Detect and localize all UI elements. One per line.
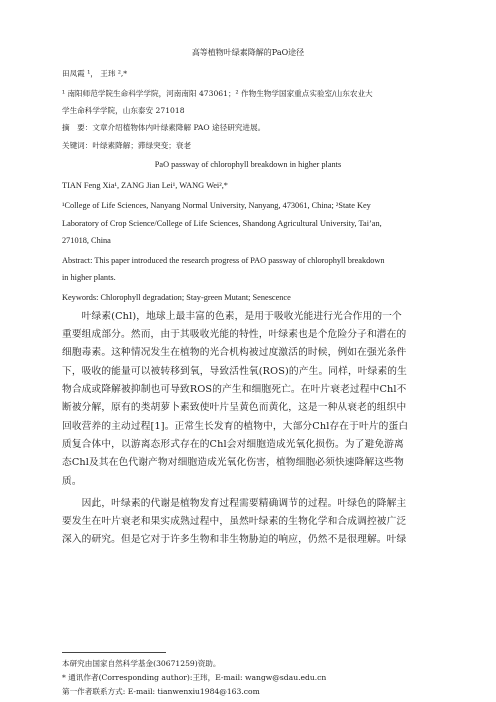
para1-line: 质复合体中，以游离态形式存在的Chl会对细胞造成光氧化损伤。为了避免游离 <box>62 439 404 450</box>
para1-line: 叶绿素(Chl)，地球上最丰富的色素，是用于吸收光能进行光合作用的一个 <box>62 311 402 322</box>
keywords-cn: 关键词：叶绿素降解；滞绿突变；衰老 <box>62 141 192 150</box>
footnote-funding: 本研究由国家自然科学基金(30671259)资助。 <box>62 659 221 668</box>
abstract-en-line-1: Abstract: This paper introduced the research progress of PAO passway of chlorophyll breakdown <box>62 256 385 265</box>
authors-en: TIAN Feng Xia¹, ZANG Jian Lei¹, WANG Wei²,* <box>62 181 228 190</box>
para2-line: 因此，叶绿素的代谢是植物发育过程需要精确调节的过程。叶绿色的降解主 <box>62 498 407 509</box>
affiliation-en-line-3: 271018, China <box>62 236 111 245</box>
footnote-first-author: 第一作者联系方式: E-mail: tianwenxiu1984@163.com <box>62 687 260 696</box>
affiliation-cn-line-1: ¹ 南阳师范学院生命科学学院，河南南阳 473061；² 作物生物学国家重点实验室/山东农业大 <box>62 89 373 98</box>
footnote-corresponding: * 通讯作者(Corresponding author):王玮，E-mail: wangw@sdau.edu.cn <box>62 673 327 682</box>
title-cn: 高等植物叶绿素降解的PaO途径 <box>191 48 305 57</box>
para1-line: 回收营养的主动过程[1]。正常生长发育的植物中，大部分Chl存在于叶片的蛋白 <box>62 421 409 432</box>
para1-line: 下，吸收的能量可以被转移到氧，导致活性氧(ROS)的产生。同样，叶绿素的生 <box>62 366 407 377</box>
para2-line: 要发生在叶片衰老和果实成熟过程中，虽然叶绿素的生物化学和合成调控被广泛 <box>62 516 407 527</box>
para1-line: 重要组成部分。然而，由于其吸收光能的特性，叶绿素也是个危险分子和潜在的 <box>62 329 407 340</box>
affiliation-en-line-2: Laboratory of Crop Science/College of Life Sciences, Shandong Agricultural University, Tai’an, <box>62 219 382 228</box>
para1-line: 断被分解，原有的类胡萝卜素致使叶片呈黄色而黄化，这是一种从衰老的组织中 <box>62 402 407 413</box>
para1-line: 细胞毒素。这种情况发生在植物的光合机构被过度激活的时候，例如在强光条件 <box>62 347 407 358</box>
abstract-en-line-2: in higher plants. <box>62 273 116 282</box>
keywords-en: Keywords: Chlorophyll degradation; Stay-green Mutant; Senescence <box>62 293 291 302</box>
affiliation-cn-line-2: 学生命科学学院，山东泰安 271018 <box>62 106 185 115</box>
abstract-cn: 摘 要：文章介绍植物体内叶绿素降解 PAO 途径研究进展。 <box>62 123 266 132</box>
para1-line: 态Chl及其在色代谢产物对细胞造成光氧化伤害，植物细胞必须快速降解这些物 <box>62 457 404 468</box>
para1-line: 质。 <box>62 476 82 487</box>
affiliation-en-line-1: ¹College of Life Sciences, Nanyang Normal University, Nanyang, 473061, China; ²State Key <box>62 201 371 210</box>
authors-cn: 田凤霞 ¹， 王玮 ²,* <box>62 69 128 78</box>
footnote-divider <box>62 652 166 653</box>
para2-line: 深入的研究。但是它对于许多生物和非生物胁迫的响应，仍然不是很理解。叶绿 <box>62 534 407 545</box>
para1-line: 物合成或降解被抑制也可导致ROS的产生和细胞死亡。在叶片衰老过程中Chl不 <box>62 384 407 395</box>
title-en: PaO passway of chlorophyll breakdown in higher plants <box>154 160 342 169</box>
